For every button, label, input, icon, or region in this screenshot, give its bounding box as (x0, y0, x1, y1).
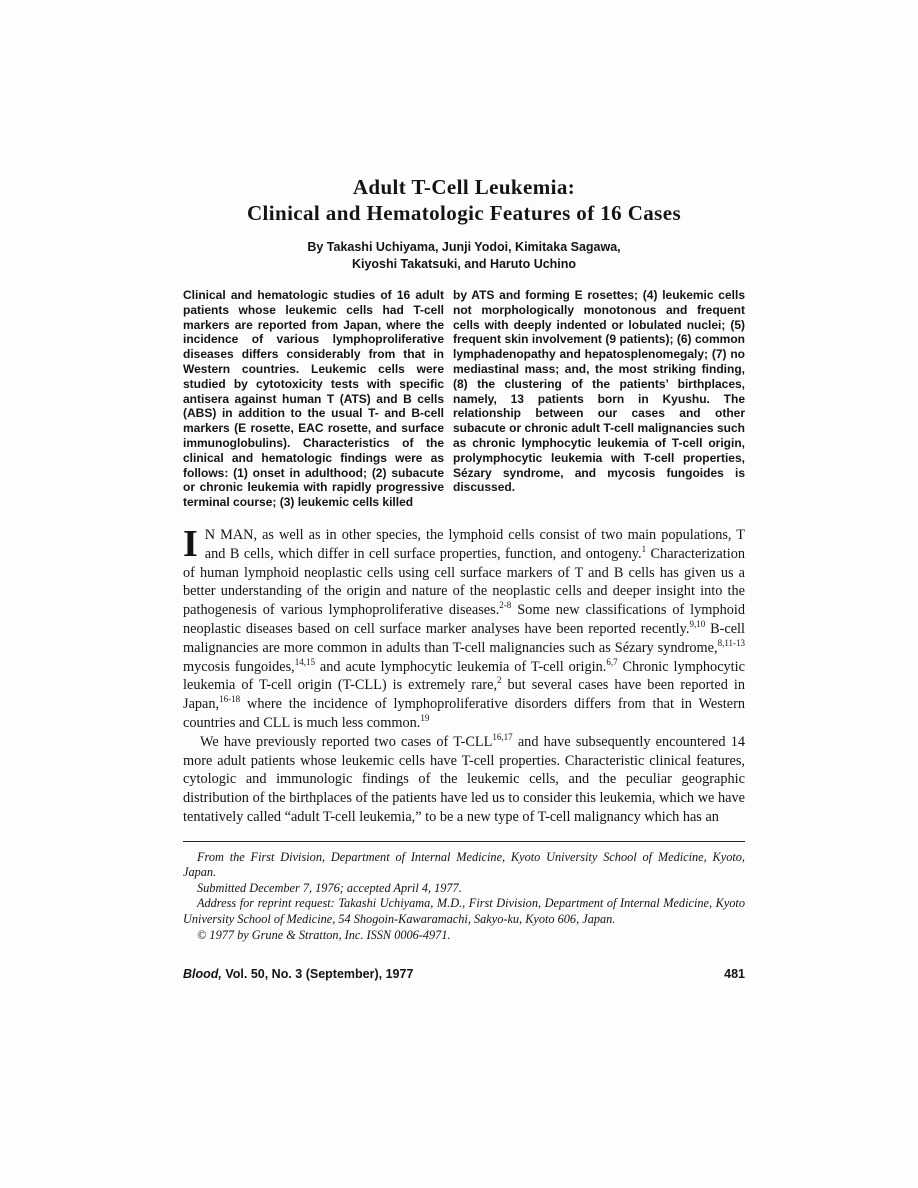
copyright-footnote: © 1977 by Grune & Stratton, Inc. ISSN 0006-4971. (197, 927, 451, 942)
journal-name: Blood, (183, 967, 222, 982)
submitted-footnote: Submitted December 7, 1976; accepted April 4, 1977. (197, 880, 462, 895)
affiliation-footnote: From the First Division, Department of Internal Medicine, Kyoto University School of Medicine, Kyoto, Japan. (183, 849, 745, 880)
page-number: 481 (724, 967, 745, 982)
intro-paragraph (183, 522, 745, 733)
footnote-block (183, 850, 745, 944)
article-title-line2: Clinical and Hematologic Features of 16 Cases (246, 201, 682, 225)
abstract (183, 288, 745, 510)
journal-citation (183, 967, 413, 981)
author-byline-line1: By Takashi Uchiyama, Junji Yodoi, Kimitaka Sagawa, (307, 240, 621, 254)
article-body (183, 522, 746, 827)
journal-citation-rest: Vol. 50, No. 3 (September), 1977 (221, 967, 414, 982)
intro-paragraph-text: N MAN, as well as in other species, the lymphoid cells consist of two main populations, T and B cells, which differ in cell surface properties, function, and ontogeny.$^1$ Characterization of human lymphoid neoplastic cells using cell surface markers of T and B cells has given us a better understanding of the origin and nature of the neoplastic cells and deeper insight into the pathogenesis of various lymphoproliferative diseases.$^{2-8}$ Some new classifications of lymphoid neoplastic diseases based on cell surface marker analyses have been reported recently.$^{9,10}$ B-cell malignancies are more common in adults than T-cell malignancies such as Sézary syndrome,$^{8,11-13}$ mycosis fungoides,$^{14,15}$ and acute lymphocytic leukemia of T-cell origin.$^{6,7}$ Chronic lymphocytic leukemia of T-cell origin (T-CLL) is extremely rare,$^2$ but several cases have been reported in Japan,$^{16-18}$ where the incidence of lymphoproliferative disorders differs from that in Western countries and CLL is much less common.$^{19}$ (183, 526, 745, 731)
page-footer (183, 967, 745, 981)
author-byline (183, 239, 745, 273)
article-title (183, 174, 745, 226)
abstract-right-column: by ATS and forming E rosettes; (4) leukemic cells not morphologically monotonous and frequent cells with deeply indented or lobulated nuclei; (5) frequent skin involvement (9 patients); (6) common lymphadenopathy and hepatosplenomegaly; (7) no mediastinal mass; and, the most striking finding, (8) the clustering of the patients’ birthplaces, namely, 13 patients born in Kyushu. The relationship between our cases and other subacute or chronic adult T-cell malignancies such as chronic lymphocytic leukemia of T-cell origin, prolymphocytic leukemia with T-cell properties, Sézary syndrome, and mycosis fungoides is discussed. (453, 288, 745, 495)
reprint-footnote: Address for reprint request: Takashi Uchiyama, M.D., First Division, Department of Internal Medicine, Kyoto University School of Medicine, 54 Shogoin-Kawaramachi, Sakyo-ku, Kyoto 606, Japan. (183, 896, 745, 927)
footnote-divider (183, 841, 745, 842)
abstract-left-column: Clinical and hematologic studies of 16 adult patients whose leukemic cells had T-cell markers are reported from Japan, where the incidence of various lymphoproliferative diseases differs considerably from that in Western countries. Leukemic cells were studied by cytotoxicity tests with specific antisera against human T (ATS) and B cells (ABS) in addition to the usual T- and B-cell markers (E rosette, EAC rosette, and surface immunoglobulins). Characteristics of the clinical and hematologic findings were as follows: (1) onset in adulthood; (2) subacute or chronic leukemia with rapidly progressive terminal course; (3) leukemic cells killed (183, 288, 444, 510)
drop-cap: I (183, 522, 198, 565)
second-paragraph: We have previously reported two cases of T-CLL$^{16,17}$ and have subsequently encountered 14 more adult patients whose leukemic cells have T-cell properties. Characteristic clinical features, cytologic and immunologic findings of the leukemic cells, and the peculiar geographic distribution of the birthplaces of the patients have led us to consider this leukemia, which we have tentatively called “adult T-cell leukemia,” to be a new type of T-cell malignancy which has an (183, 731, 746, 825)
author-byline-line2: Kiyoshi Takatsuki, and Haruto Uchino (351, 257, 577, 271)
article-title-line1: Adult T-Cell Leukemia: (352, 175, 576, 199)
text-column (183, 0, 745, 981)
